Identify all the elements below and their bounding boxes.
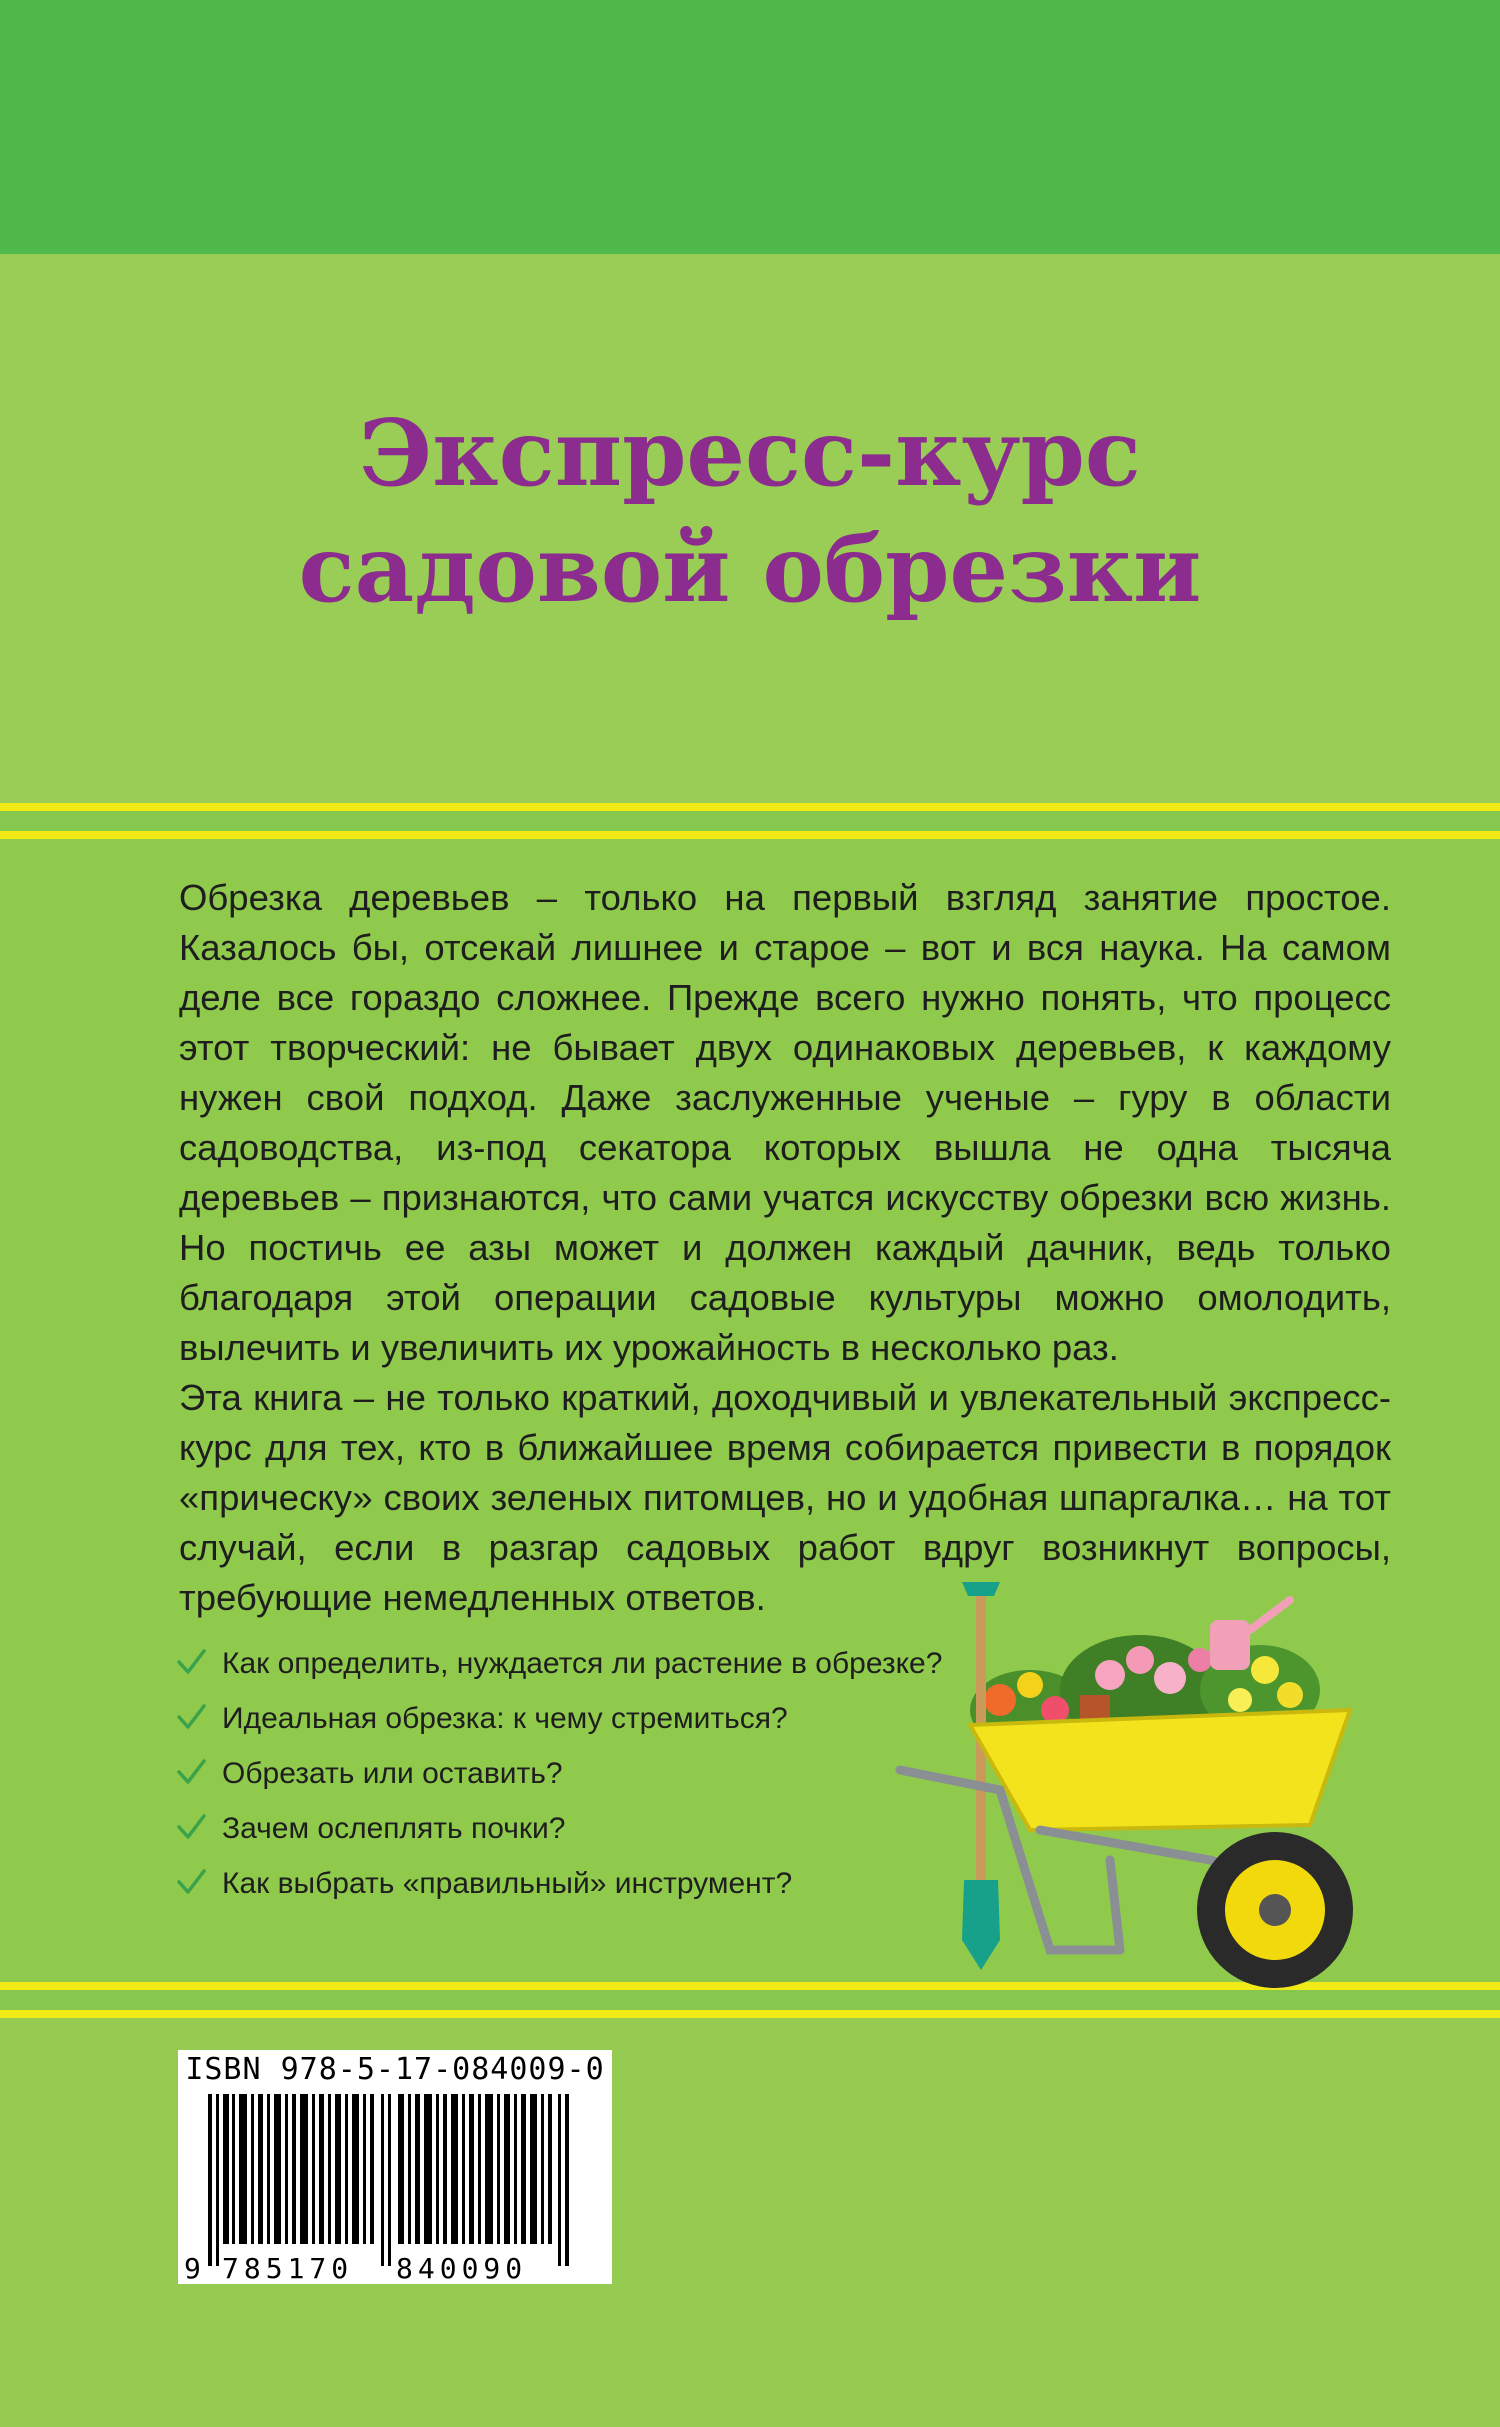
top-color-band [0,0,1500,254]
question-text: Как выбрать «правильный» инструмент? [222,1867,793,1900]
barcode-lead-digit: 9 [184,2252,201,2284]
wheelbarrow-wheel [1197,1832,1353,1988]
description-paragraph-1: Обрезка деревьев – только на первый взгляд занятие простое. Казалось бы, отсекай лишнее и старое – вот и вся наука. На самом деле все гораздо сложнее. Прежде всего нужно понять, что процесс этот творческий: не бывает двух одинаковых деревьев, к каждому нужен свой подход. Даже заслуженные ученые – гуру в области садоводства, из-под секатора которых вышла не одна тысяча деревьев – признаются, что сами учатся искусству обрезки всю жизнь. Но постичь ее азы может и должен каждый дачник, ведь только благодаря этой операции садовые культуры можно омолодить, вылечить и увеличить их урожайность в несколько раз. [179,877,1391,1368]
questions-list [176,1636,942,1911]
description-paragraph-2: Эта книга – не только краткий, доходчивый и увлекательный экспресс-курс для тех, кто в ближайшее время собирается привести в порядок «прическу» своих зеленых питомцев, но и удобная шпаргалка… на тот случай, если в разгар садовых работ вдруг возникнут вопросы, требующие немедленных ответов. [179,1377,1391,1618]
barcode-digits-right: 840090 [396,2252,528,2284]
title-line-1: Экспресс-курс [359,399,1141,507]
checkmark-icon [176,1647,206,1677]
isbn-number: ISBN 978-5-17-084009-0 [185,2052,605,2087]
question-text: Обрезать или оставить? [222,1757,563,1790]
divider-stripe-top [0,803,1500,839]
wheelbarrow-tub [970,1710,1350,1830]
checkmark-icon [176,1702,206,1732]
question-text: Идеальная обрезка: к чему стремиться? [222,1702,788,1735]
title-line-2: садовой обрезки [298,515,1202,623]
question-text: Как определить, нуждается ли растение в обрезке? [222,1647,943,1680]
book-description [179,873,1391,1623]
checkmark-icon [176,1757,206,1787]
list-item [176,1746,942,1801]
list-item [176,1856,942,1911]
list-item [176,1691,942,1746]
question-text: Зачем ослеплять почки? [222,1812,566,1845]
list-item [176,1636,942,1691]
barcode-bars [178,2094,612,2284]
wheelbarrow-illustration [880,1560,1400,2005]
barcode [178,2050,612,2284]
shovel [962,1582,1000,1970]
checkmark-icon [176,1867,206,1897]
book-title [0,395,1500,627]
barcode-digits-left: 785170 [222,2252,354,2284]
list-item [176,1801,942,1856]
checkmark-icon [176,1812,206,1842]
